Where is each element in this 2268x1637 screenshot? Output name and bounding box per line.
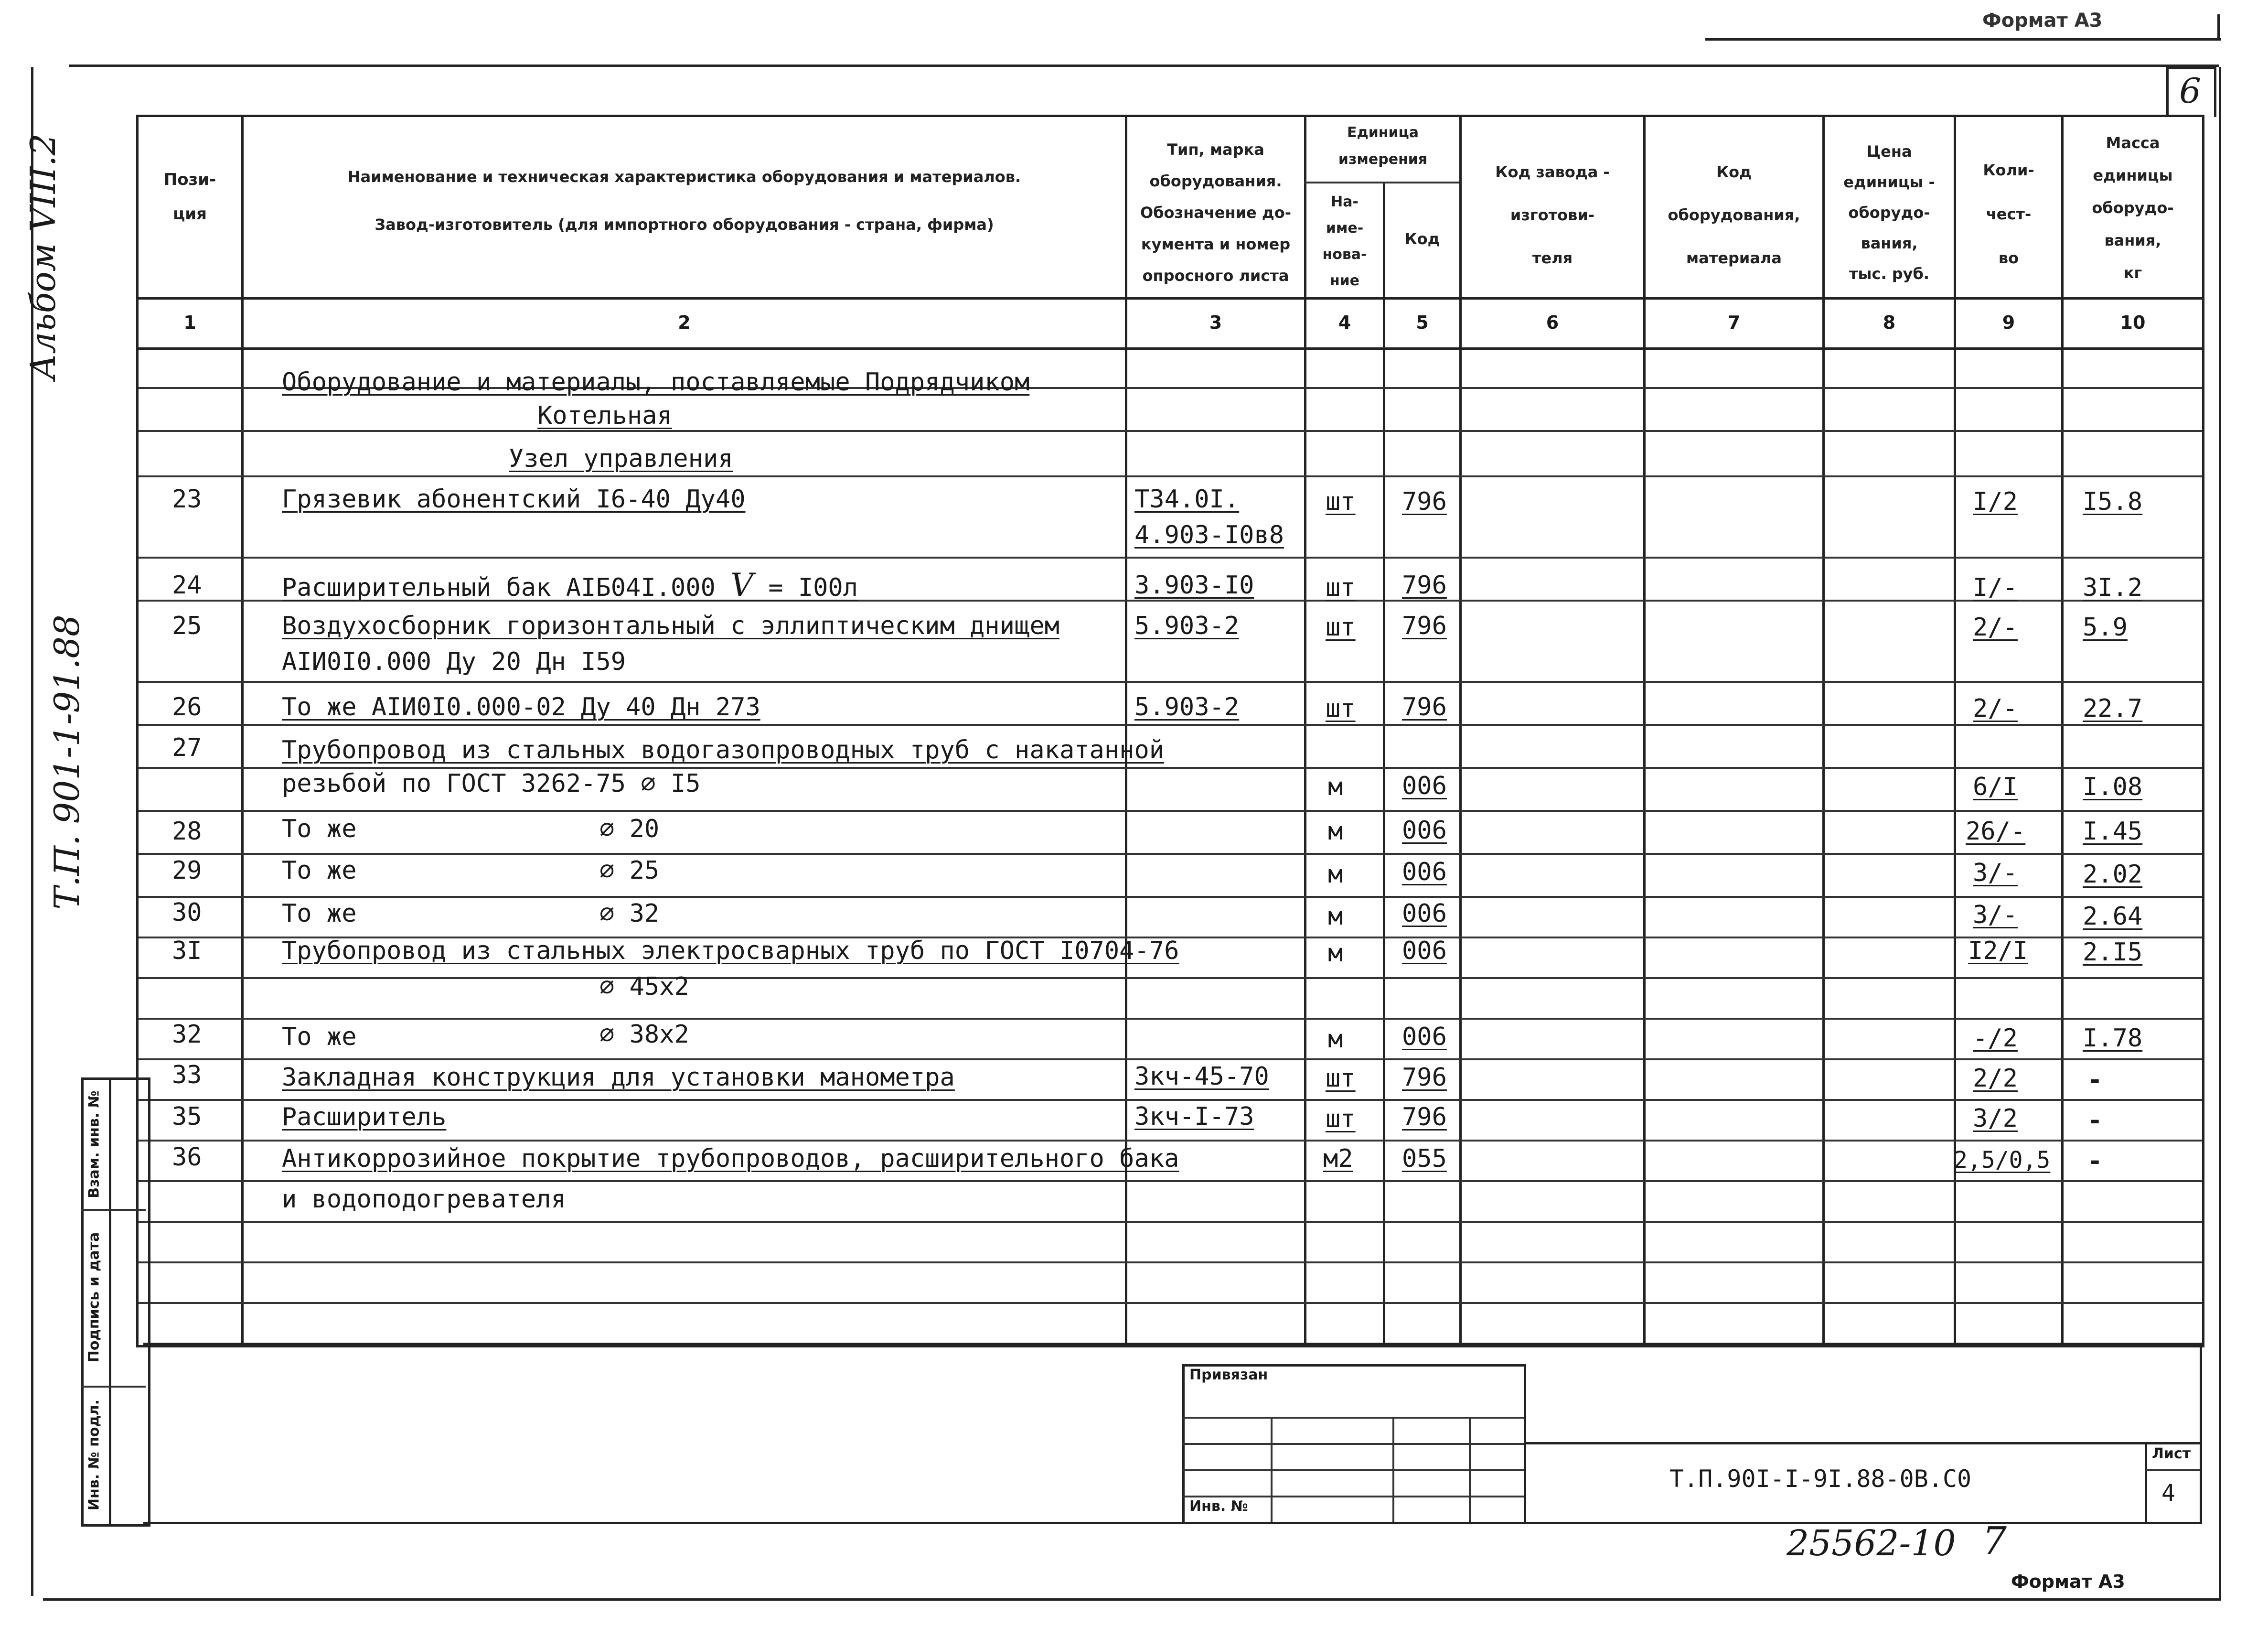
- row-30-pos: 30: [172, 898, 202, 927]
- col-number-3: 3: [1209, 312, 1222, 333]
- privyazan-row: [1182, 1469, 1524, 1471]
- row-26-mass: 22.7: [2083, 694, 2143, 723]
- list-box-split: [2145, 1469, 2200, 1471]
- col-number-10: 10: [2120, 312, 2146, 333]
- col-number-7: 7: [1727, 312, 1741, 333]
- row-32-pos: 32: [172, 1020, 202, 1049]
- list-value: 4: [2161, 1480, 2175, 1507]
- row-31-mass: 2.I5: [2083, 938, 2143, 967]
- row-23-name: Грязевик абонентский I6-40 Ду40: [282, 485, 746, 514]
- row-25-name: Воздухосборник горизонтальный с эллиптическим днищем: [282, 612, 1059, 640]
- row-23-type-2: 4.903-I0в8: [1134, 521, 1284, 549]
- doc-code-top-line: [1524, 1442, 2202, 1444]
- header-unit-name: На- име- нова- ние: [1322, 194, 1367, 289]
- row-31-qty: I2/I: [1968, 937, 2028, 965]
- row-27-unit: м: [1328, 773, 1343, 801]
- row-24-type: 3.903-I0: [1134, 571, 1254, 600]
- row-35-unit: шт: [1326, 1105, 1356, 1133]
- row-25-name-2: АIИ0I0.000 Ду 20 Дн I59: [282, 647, 626, 676]
- header-type: Тип, марка оборудования. Обозначение до- кумента и номер опросного листа: [1140, 140, 1291, 285]
- row-32-code: 006: [1402, 1023, 1447, 1051]
- format-label-bottom: Формат А3: [2011, 1571, 2125, 1592]
- row-29-pos: 29: [172, 856, 202, 885]
- row-26-pos: 26: [172, 693, 202, 722]
- row-line: [139, 1221, 2202, 1223]
- row-28-name: То же: [282, 815, 357, 843]
- col-number-6: 6: [1546, 312, 1559, 333]
- row-25-pos: 25: [172, 612, 202, 640]
- volume-symbol: V: [730, 567, 753, 603]
- col-number-1: 1: [183, 312, 196, 333]
- row-36-mass: -: [2087, 1147, 2103, 1175]
- side-stamp-inv: Инв. № подл.: [86, 1399, 103, 1511]
- header-quantity: Коли- чест- во: [1983, 161, 2034, 267]
- doc-code: Т.П.90I-I-9I.88-0В.С0: [1669, 1465, 1972, 1493]
- row-31-pos: 3I: [172, 937, 202, 965]
- row-28-code: 006: [1402, 816, 1447, 845]
- col-number-4: 4: [1338, 312, 1351, 333]
- row-35-type: 3кч-I-73: [1134, 1102, 1254, 1131]
- list-box-left: [2145, 1442, 2147, 1523]
- outer-bottom-line: [43, 1598, 2221, 1601]
- row-28-unit: м: [1328, 817, 1343, 846]
- side-stamp-divider: [109, 1077, 111, 1524]
- row-25-mass: 5.9: [2083, 613, 2128, 642]
- row-32-dia: ∅ 38х2: [599, 1020, 689, 1049]
- header-position: Пози- ция: [163, 170, 216, 224]
- row-line: [139, 1140, 2202, 1142]
- row-35-code: 796: [1402, 1103, 1447, 1131]
- stamp-right-line: [2200, 1343, 2202, 1524]
- side-stamp-podpis: Подпись и дата: [86, 1232, 103, 1363]
- outer-right-line: [2219, 67, 2221, 1601]
- row-23-type: Т34.0I.: [1134, 485, 1240, 514]
- row-36-name-2: и водоподогревателя: [282, 1185, 566, 1214]
- row-29-dia: ∅ 25: [599, 856, 660, 885]
- row-35-pos: 35: [172, 1102, 202, 1131]
- row-32-mass: I.78: [2083, 1024, 2143, 1053]
- row-36-pos: 36: [172, 1143, 202, 1172]
- row-32-name: То же: [282, 1023, 357, 1051]
- row-25-type: 5.903-2: [1134, 612, 1240, 640]
- section-title-control-unit: Узел управления: [509, 444, 733, 473]
- row-29-unit: м: [1328, 860, 1343, 889]
- header-equipment-code: Код оборудования, материала: [1668, 163, 1800, 267]
- row-23-pos: 23: [172, 485, 202, 514]
- row-25-qty: 2/-: [1973, 613, 2018, 642]
- row-line: [139, 557, 2202, 559]
- header-name: Наименование и техническая характеристика оборудования и материалов. Завод-изготовитель (для импортного оборудования - страна, фирма): [347, 168, 1021, 234]
- row-36-qty: 2,5/0,5: [1954, 1147, 2051, 1174]
- row-36-unit: м2: [1323, 1144, 1353, 1173]
- row-line: [139, 1261, 2202, 1263]
- row-23-mass: I5.8: [2083, 487, 2143, 516]
- sheet-corner-number: 6: [2179, 71, 2201, 111]
- row-25-code: 796: [1402, 612, 1447, 640]
- row-23-code: 796: [1402, 487, 1447, 516]
- row-27-code: 006: [1402, 772, 1447, 800]
- header-unit: Единица измерения: [1338, 124, 1428, 168]
- row-35-name: Расширитель: [282, 1103, 447, 1131]
- row-35-mass: -: [2087, 1106, 2103, 1135]
- row-30-dia: ∅ 32: [599, 899, 660, 928]
- row-line: [139, 1018, 2202, 1020]
- row-33-code: 796: [1402, 1063, 1447, 1092]
- row-29-name: То же: [282, 856, 357, 885]
- row-line: [139, 430, 2202, 432]
- row-32-unit: м: [1328, 1025, 1343, 1054]
- row-26-qty: 2/-: [1973, 694, 2018, 723]
- row-29-mass: 2.02: [2083, 860, 2143, 889]
- col-number-9: 9: [2002, 312, 2015, 333]
- project-label: Т.П. 901-1-91.88: [47, 614, 87, 910]
- outer-top-line: [69, 65, 2219, 67]
- colnum-bottom-line: [136, 347, 2202, 350]
- row-33-pos: 33: [172, 1061, 202, 1089]
- row-line: [139, 724, 2202, 726]
- row-26-code: 796: [1402, 693, 1447, 722]
- row-28-dia: ∅ 20: [599, 815, 660, 843]
- privyazan-row: [1182, 1496, 1524, 1497]
- album-label: Альбом VIII.2: [23, 133, 63, 380]
- privyazan-row: [1182, 1417, 1524, 1419]
- row-26-type: 5.903-2: [1134, 693, 1240, 722]
- col-number-2: 2: [678, 312, 691, 333]
- inv-no-label: Инв. №: [1189, 1498, 1248, 1515]
- row-29-code: 006: [1402, 858, 1447, 886]
- row-30-code: 006: [1402, 899, 1447, 928]
- row-30-name: То же: [282, 899, 357, 928]
- row-line: [139, 853, 2202, 855]
- row-31-dia: ∅ 45х2: [599, 972, 689, 1001]
- unit-header-split: [1304, 182, 1459, 183]
- row-24-pos: 24: [172, 571, 202, 600]
- privyazan-col: [1271, 1417, 1273, 1522]
- row-24-code: 796: [1402, 571, 1447, 600]
- list-label: Лист: [2152, 1445, 2191, 1462]
- col-number-8: 8: [1883, 312, 1896, 333]
- row-33-qty: 2/2: [1973, 1064, 2018, 1093]
- row-line: [139, 810, 2202, 812]
- row-line: [139, 1180, 2202, 1182]
- header-plant-code: Код завода - изготови- теля: [1495, 163, 1610, 267]
- row-33-name: Закладная конструкция для установки манометра: [282, 1063, 955, 1092]
- row-30-qty: 3/-: [1973, 901, 2018, 929]
- row-30-unit: м: [1328, 902, 1343, 931]
- row-31-name: Трубопровод из стальных электросварных труб по ГОСТ I0704-76: [282, 937, 1179, 965]
- row-32-qty: -/2: [1973, 1024, 2018, 1053]
- row-line: [139, 475, 2202, 477]
- row-24-qty: I/-: [1973, 573, 2018, 602]
- row-23-unit: шт: [1326, 487, 1356, 516]
- privyazan-col: [1392, 1417, 1394, 1522]
- row-26-name: То же АIИ0I0.000-02 Ду 40 Дн 273: [282, 693, 760, 722]
- row-31-code: 006: [1402, 937, 1447, 965]
- row-line: [139, 1302, 2202, 1304]
- row-23-qty: I/2: [1973, 487, 2018, 516]
- row-27-pos: 27: [172, 733, 202, 762]
- row-line: [139, 977, 2202, 979]
- top-format-line: [1705, 38, 2221, 41]
- row-29-qty: 3/-: [1973, 859, 2018, 887]
- side-stamp-row: [81, 1209, 146, 1211]
- section-title-boiler: Котельная: [537, 401, 672, 430]
- row-26-unit: шт: [1326, 694, 1356, 723]
- row-33-unit: шт: [1326, 1064, 1356, 1093]
- section-title-contractor: Оборудование и материалы, поставляемые Подрядчиком: [282, 368, 1030, 397]
- row-28-qty: 26/-: [1966, 817, 2026, 846]
- header-price: Цена единицы - оборудо- вания, тыс. руб.: [1843, 142, 1935, 283]
- row-24-unit: шт: [1326, 573, 1356, 602]
- row-35-qty: 3/2: [1973, 1104, 2018, 1133]
- bottom-page-number: 7: [1982, 1519, 2007, 1563]
- row-28-mass: I.45: [2083, 817, 2143, 846]
- col-number-5: 5: [1416, 312, 1429, 333]
- format-label-top: Формат А3: [1982, 10, 2103, 32]
- row-31-unit: м: [1328, 939, 1343, 968]
- row-28-pos: 28: [172, 817, 202, 846]
- header-unit-code: Код: [1404, 230, 1440, 248]
- bottom-archive-number: 25562-10: [1787, 1523, 1956, 1564]
- row-36-name: Антикоррозийное покрытие трубопроводов, расширительного бака: [282, 1144, 1179, 1173]
- row-36-code: 055: [1402, 1144, 1447, 1173]
- row-27-name-2: резьбой по ГОСТ 3262-75 ∅ I5: [282, 769, 701, 798]
- row-line: [139, 681, 2202, 683]
- privyazan-col: [1469, 1417, 1471, 1522]
- row-27-mass: I.08: [2083, 773, 2143, 801]
- row-line: [139, 896, 2202, 898]
- header-mass: Масса единицы оборудо- вания, кг: [2092, 134, 2174, 282]
- privyazan-row: [1182, 1443, 1524, 1445]
- side-stamp-vzam: Взам. инв. №: [86, 1090, 103, 1198]
- row-27-qty: 6/I: [1973, 773, 2018, 801]
- top-format-tick: [2217, 14, 2220, 41]
- col-sep-4: [1383, 182, 1385, 1343]
- row-33-type: 3кч-45-70: [1134, 1062, 1269, 1091]
- row-24-name: Расширительный бак АIБ04I.000 V = I00л: [282, 567, 858, 603]
- row-27-name: Трубопровод из стальных водогазопроводных труб с накатанной: [282, 736, 1165, 765]
- privyazan-label: Привязан: [1189, 1367, 1268, 1383]
- stamp-top-line: [143, 1343, 2202, 1345]
- row-30-mass: 2.64: [2083, 902, 2143, 931]
- row-24-mass: 3I.2: [2083, 573, 2143, 602]
- row-25-unit: шт: [1326, 613, 1356, 642]
- row-33-mass: -: [2087, 1066, 2103, 1094]
